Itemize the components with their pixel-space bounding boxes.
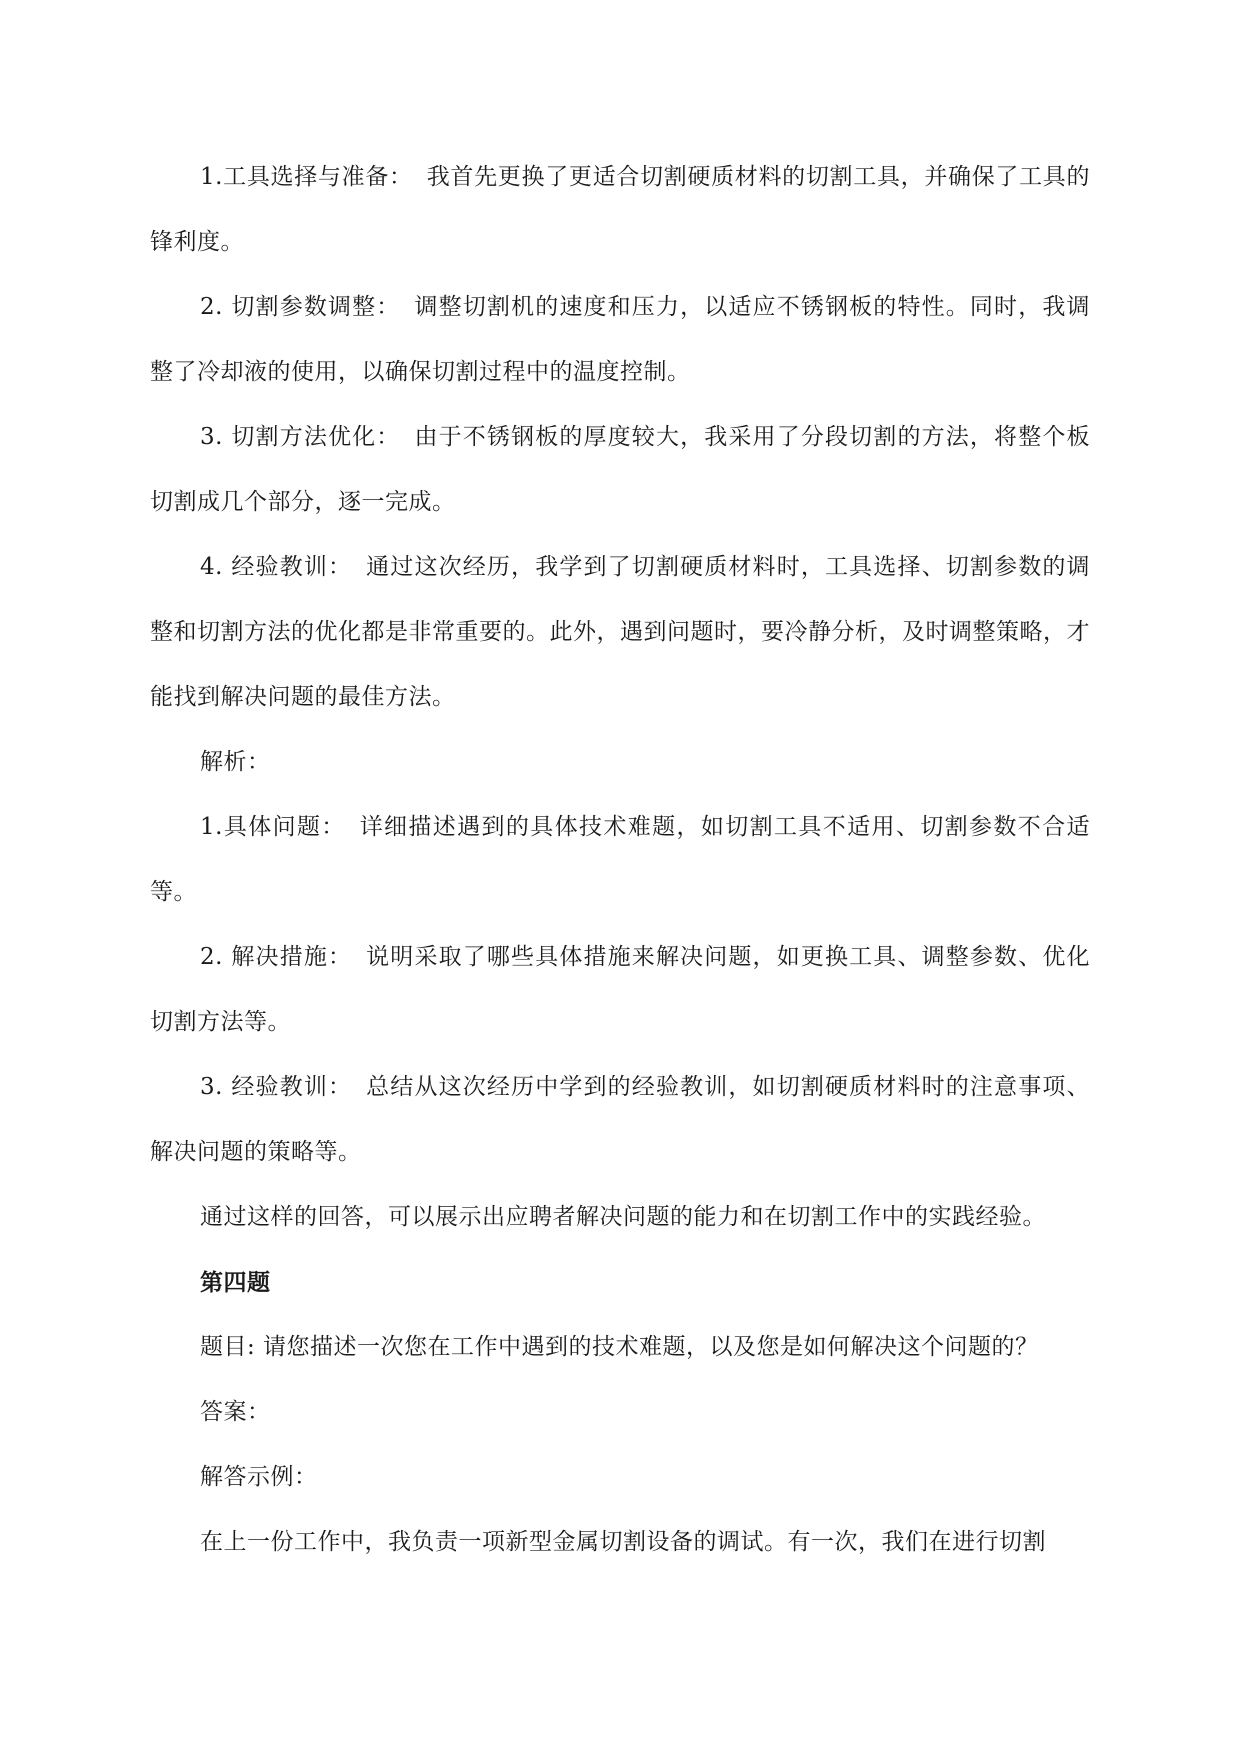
paragraph-parameter-adjustment xyxy=(150,275,1090,405)
paragraph-text: 通过这次经历，我学到了切割硬质材料时，工具选择、切割参数的调整和切割方法的优化都是非常重要的。此外，遇到问题时，要冷静分析，及时调整策略，才能找到解决问题的最佳方法。 xyxy=(150,554,1090,710)
paragraph-tool-selection xyxy=(150,145,1090,275)
analysis-title: 解析： xyxy=(200,749,271,775)
analysis-label: 1.具体问题： xyxy=(200,814,346,840)
conclusion-paragraph: 通过这样的回答，可以展示出应聘者解决问题的能力和在切割工作中的实践经验。 xyxy=(200,1204,1046,1230)
example-label: 解答示例： xyxy=(200,1464,318,1490)
paragraph-lessons-learned xyxy=(150,535,1090,730)
paragraph-label: 1.工具选择与准备： xyxy=(200,164,413,190)
paragraph-label: 4. 经验教训： xyxy=(200,554,353,580)
analysis-text: 详细描述遇到的具体技术难题，如切割工具不适用、切割参数不合适等。 xyxy=(150,814,1090,905)
analysis-solution-measures xyxy=(150,925,1090,1055)
analysis-text: 总结从这次经历中学到的经验教训，如切割硬质材料时的注意事项、解决问题的策略等。 xyxy=(150,1074,1090,1165)
paragraph-label: 2. 切割参数调整： xyxy=(200,294,401,320)
paragraph-text: 我首先更换了更适合切割硬质材料的切割工具，并确保了工具的锋利度。 xyxy=(150,164,1091,255)
analysis-text: 说明采取了哪些具体措施来解决问题，如更换工具、调整参数、优化切割方法等。 xyxy=(150,944,1090,1035)
analysis-specific-problem xyxy=(150,795,1090,925)
paragraph-label: 3. 切割方法优化： xyxy=(200,424,401,450)
document-body xyxy=(150,145,1090,1575)
paragraph-text: 由于不锈钢板的厚度较大，我采用了分段切割的方法，将整个板切割成几个部分，逐一完成。 xyxy=(150,424,1090,515)
answer-label: 答案： xyxy=(200,1399,271,1425)
section-heading: 第四题 xyxy=(200,1269,271,1296)
example-paragraph: 在上一份工作中，我负责一项新型金属切割设备的调试。有一次，我们在进行切割 xyxy=(200,1529,1046,1555)
paragraph-text: 调整切割机的速度和压力，以适应不锈钢板的特性。同时，我调整了冷却液的使用，以确保切割过程中的温度控制。 xyxy=(150,294,1090,385)
analysis-label: 2. 解决措施： xyxy=(200,944,353,970)
analysis-lessons xyxy=(150,1055,1090,1185)
paragraph-method-optimization xyxy=(150,405,1090,535)
question-text: 题目: 请您描述一次您在工作中遇到的技术难题，以及您是如何解决这个问题的？ xyxy=(200,1334,1039,1360)
analysis-label: 3. 经验教训： xyxy=(200,1074,353,1100)
